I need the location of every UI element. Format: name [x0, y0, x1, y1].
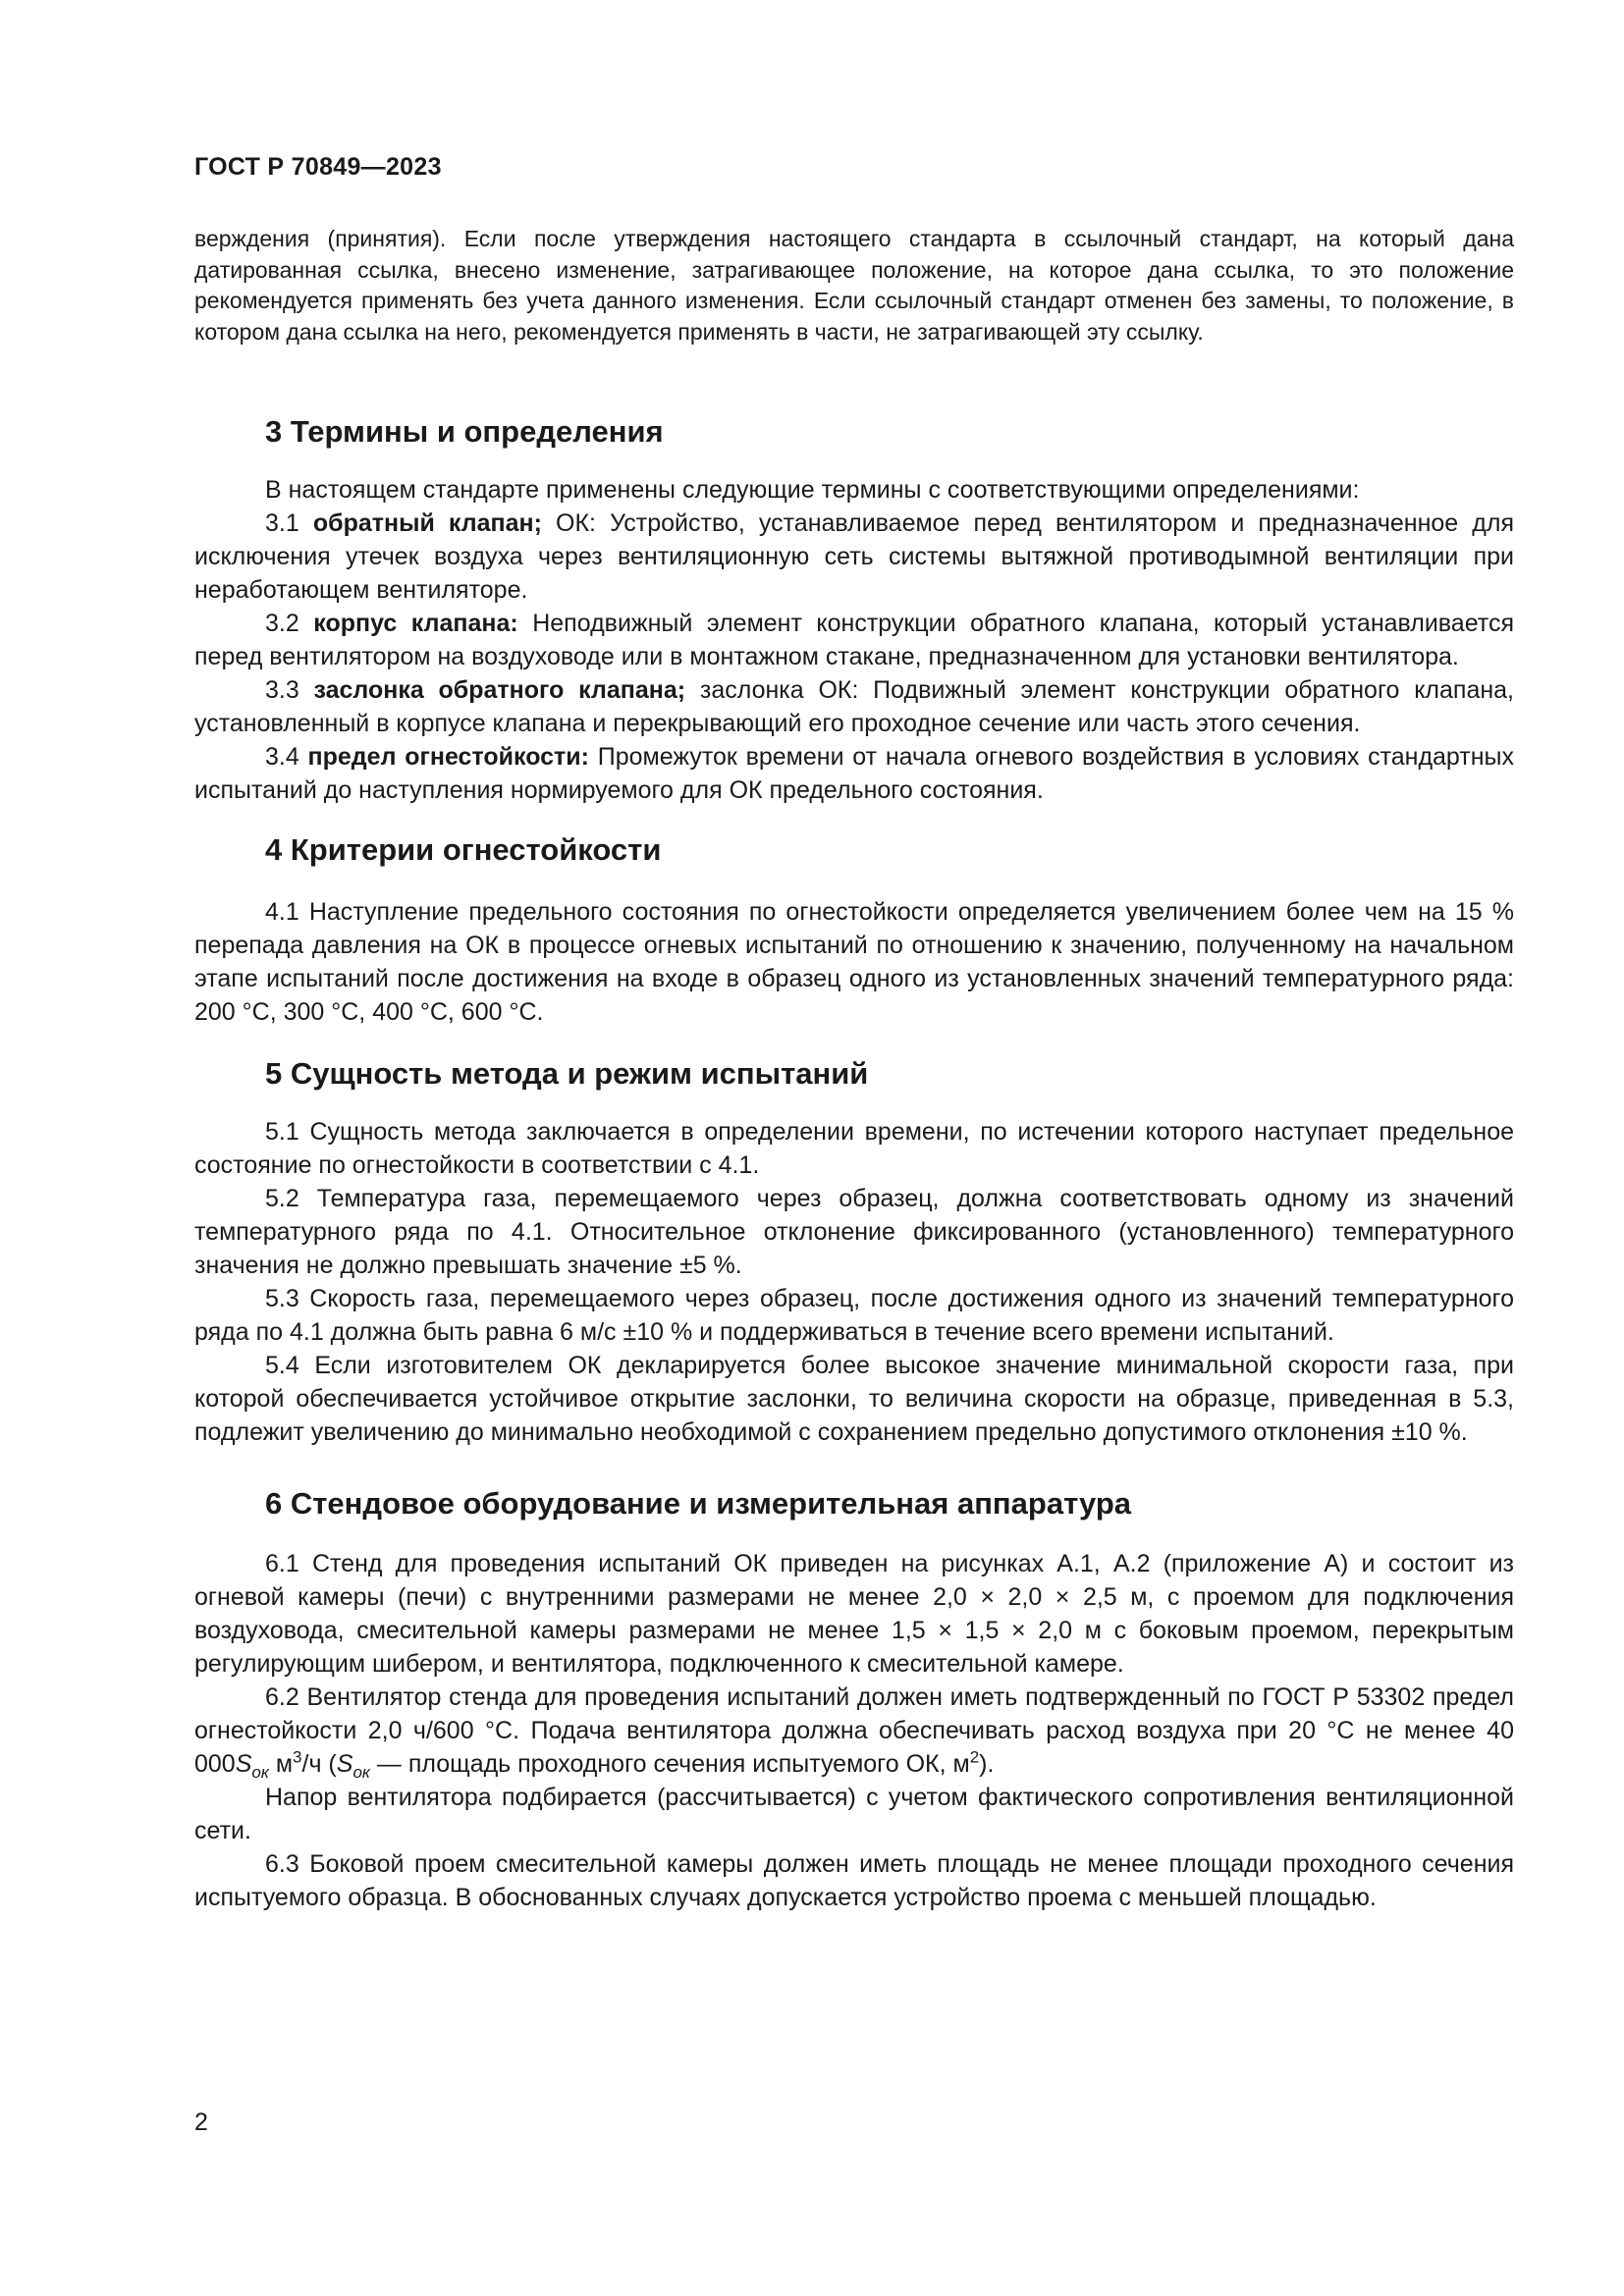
symbol-s: S [336, 1750, 353, 1778]
term-number: 3.2 [265, 610, 314, 637]
term-number: 3.3 [265, 676, 314, 704]
clause-text: — площадь проходного сечения испытуемого ОК, м [369, 1750, 970, 1778]
term-number: 3.4 [265, 743, 308, 771]
term-definition: ОК: Устройство, устанавливаемое перед вентилятором и предназначенное для исключения утечек воздуха через вентиляционную сеть системы вытяжной противодымной вентиляции при неработающем вентиляторе. [194, 509, 1514, 604]
term-name: заслонка обратного клапана; [313, 676, 686, 704]
clause-text: ). [979, 1750, 995, 1778]
clause-4-1: 4.1 Наступление предельного состояния по огнестойкости определяется увеличением более чем на 15 % перепада давления на ОК в процессе огневых испытаний по отношению к значению, полученному на начальном этапе испытаний после достижения на входе в образец одного из установленных значений температурного ряда: 200 °С, 300 °С, 400 °С, 600 °С. [194, 898, 1514, 1026]
term-definition: заслонка ОК: Подвижный элемент конструкции обратного клапана, установленный в корпусе клапана и перекрывающий его проходное сечение или часть этого сечения. [194, 676, 1514, 737]
subscript: ок [251, 1763, 269, 1782]
document-header: ГОСТ Р 70849—2023 [194, 153, 442, 181]
term-3-3 [194, 673, 1514, 740]
term-name: корпус клапана: [313, 610, 518, 637]
clause-6-1: 6.1 Стенд для проведения испытаний ОК приведен на рисунках А.1, А.2 (приложение А) и состоит из огневой камеры (печи) с внутренними размерами не менее 2,0 × 2,0 × 2,5 м, с проемом для подключения воздуховода, смесительной камеры размерами не менее 1,5 × 1,5 × 2,0 м с боковым проемом, перекрытым регулирующим шибером, и вентилятора, подключенного к смесительной камере. [194, 1550, 1514, 1678]
section-3-intro: В настоящем стандарте применены следующие термины с соответствующими определениями: [265, 476, 1360, 504]
superscript: 3 [293, 1747, 302, 1767]
clause-text: 6.2 Вентилятор стенда для проведения испытаний должен иметь подтвержденный по ГОСТ Р 53302 предел огнестойкости 2,0 ч/600 °С. Подача вентилятора должна обеспечивать расход воздуха при 20 °С не менее 40 000 [194, 1683, 1514, 1778]
term-3-4 [194, 740, 1514, 807]
section-3-heading: 3 Термины и определения [265, 414, 664, 449]
clause-5-2: 5.2 Температура газа, перемещаемого через образец, должна соответствовать одному из значений температурного ряда по 4.1. Относительное отклонение фиксированного (установленного) температурного значения не должно превышать значение ±5 %. [194, 1185, 1514, 1279]
superscript: 2 [969, 1747, 980, 1767]
section-5-heading: 5 Сущность метода и режим испытаний [265, 1056, 869, 1091]
clause-text: м [268, 1750, 294, 1778]
subscript: ок [352, 1763, 370, 1782]
term-name: обратный клапан; [312, 509, 542, 537]
document-body [194, 224, 1514, 1914]
clause-5-1: 5.1 Сущность метода заключается в определении времени, по истечении которого наступает предельное состояние по огнестойкости в соответствии с 4.1. [194, 1118, 1514, 1179]
clause-text: /ч ( [301, 1750, 337, 1778]
clause-6-2 [194, 1681, 1514, 1781]
section-4-heading: 4 Критерии огнестойкости [265, 832, 662, 867]
section-6-heading: 6 Стендовое оборудование и измерительная аппаратура [265, 1486, 1132, 1521]
clause-5-3: 5.3 Скорость газа, перемещаемого через образец, после достижения одного из значений температурного ряда по 4.1 должна быть равна 6 м/с ±10 % и поддерживаться в течение всего времени испытаний. [194, 1285, 1514, 1346]
term-definition: Промежуток времени от начала огневого воздействия в условиях стандартных испытаний до наступления нормируемого для ОК предельного состояния. [194, 743, 1515, 804]
clause-6-3: 6.3 Боковой проем смесительной камеры должен иметь площадь не менее площади проходного сечения испытуемого образца. В обоснованных случаях допускается устройство проема с меньшей площадью. [194, 1850, 1514, 1911]
symbol-s: S [235, 1750, 252, 1778]
clause-5-4: 5.4 Если изготовителем ОК декларируется более высокое значение минимальной скорости газа, при которой обеспечивается устойчивое открытие заслонки, то величина скорости на образце, приведенная в 5.3, подлежит увеличению до минимально необходимой с сохранением предельно допустимого отклонения ±10 %. [194, 1352, 1514, 1446]
term-number: 3.1 [265, 509, 313, 537]
term-name: предел огнестойкости: [307, 743, 589, 771]
page-number: 2 [194, 2109, 208, 2136]
term-3-1 [194, 507, 1514, 607]
intro-paragraph: верждения (принятия). Если после утверждения настоящего стандарта в ссылочный стандарт, на который дана датированная ссылка, внесено изменение, затрагивающее положение, на которое дана ссылка, то это положение рекомендуется применять без учета данного изменения. Если ссылочный стандарт отменен без замены, то положение, в котором дана ссылка на него, рекомендуется применять в части, не затрагивающей эту ссылку. [194, 226, 1514, 345]
clause-6-2-note: Напор вентилятора подбирается (рассчитывается) с учетом фактического сопротивления вентиляционной сети. [194, 1784, 1514, 1844]
term-3-2 [194, 607, 1514, 673]
term-definition: Неподвижный элемент конструкции обратного клапана, который устанавливается перед вентилятором на воздуховоде или в монтажном стакане, предназначенном для установки вентилятора. [194, 610, 1514, 670]
